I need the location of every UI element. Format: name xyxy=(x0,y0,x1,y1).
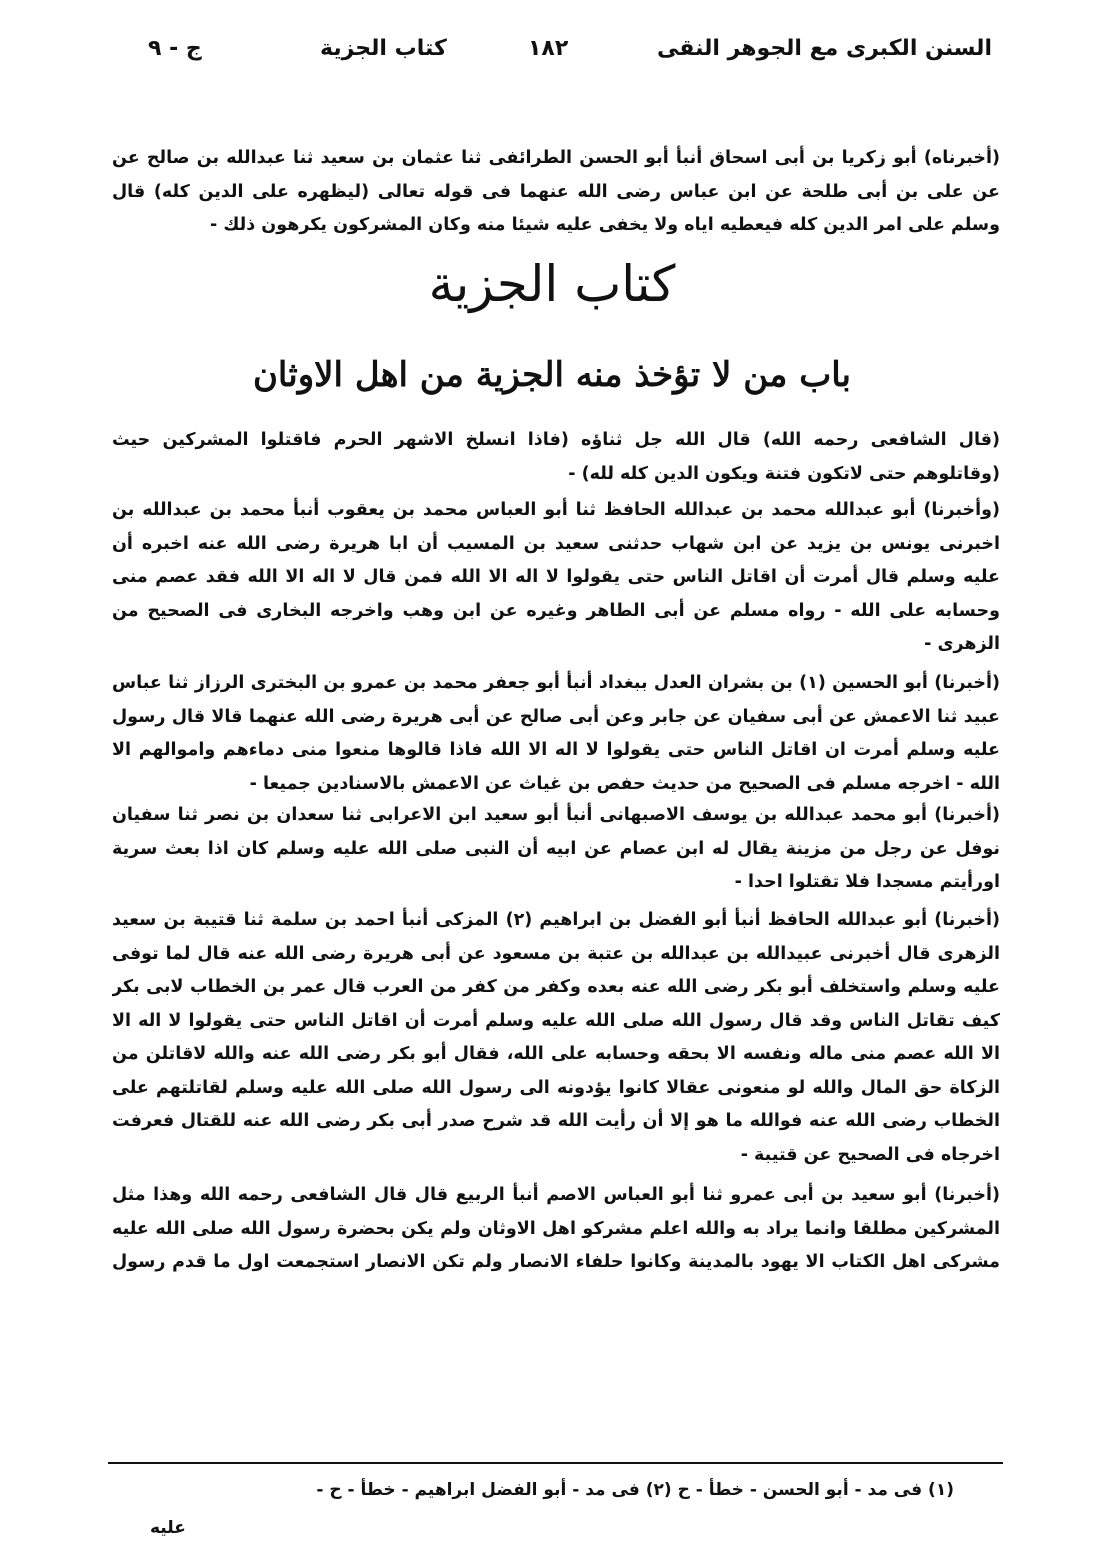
paragraph-1-line: (أخبرناه) أبو زكريا بن أبى اسحاق أنبأ أبو الحسن الطرائفى ثنا عثمان بن سعيد ثنا عبدالله بن صالح عن xyxy=(112,148,1000,168)
paragraph-3-line: اخبرنى يونس بن يزيد عن ابن شهاب حدثنى سعيد بن المسيب أن ابا هريرة رضى الله عنه اخبره أن xyxy=(112,533,1000,554)
paragraph-4-line: الله - اخرجه مسلم فى الصحيح من حديث حفص بن غياث عن الاعمش بالاسنادين جميعا - xyxy=(249,773,1000,794)
catchword: عليه xyxy=(150,1518,186,1538)
paragraph-6-line: كيف تقاتل الناس وقد قال رسول الله صلى الله عليه وسلم أمرت أن اقاتل الناس حتى يقولوا لا اله الا xyxy=(112,1010,1000,1031)
paragraph-4-line: عليه وسلم أمرت ان اقاتل الناس حتى يقولوا لا اله الا الله فاذا قالوها منعوا منى دماءهم واموالهم الا xyxy=(112,740,1000,760)
paragraph-7-line: (أخبرنا) أبو سعيد بن أبى عمرو ثنا أبو العباس الاصم أنبأ الربيع قال قال الشافعى رحمه الله وهذا مثل xyxy=(112,1185,1000,1205)
paragraph-6-line: الخطاب رضى الله عنه فوالله ما هو إلا أن رأيت الله قد شرح صدر أبى بكر رضى الله عنه للقتال فعرفت xyxy=(112,1111,1000,1131)
paragraph-2-line: (قال الشافعى رحمه الله) قال الله جل ثناؤه (فاذا انسلخ الاشهر الحرم فاقتلوا المشركين حيث xyxy=(112,430,1000,450)
paragraph-6-line: اخرجاه فى الصحيح عن قتيبة - xyxy=(740,1144,1000,1165)
paragraph-4-line: عبيد ثنا الاعمش عن أبى سفيان عن جابر وعن أبى صالح عن أبى هريرة رضى الله عنهما قالا قال رسول xyxy=(112,706,1000,727)
paragraph-5-line: نوفل عن رجل من مزينة يقال له ابن عصام عن ابيه أن النبى صلى الله عليه وسلم كان اذا بعث سرية xyxy=(112,838,1000,859)
book-title: كتاب الجزية xyxy=(428,255,676,313)
paragraph-3-line: (وأخبرنا) أبو عبدالله محمد بن عبدالله الحافظ ثنا أبو العباس محمد بن يعقوب أنبأ محمد بن عبدالله بن xyxy=(112,500,1000,520)
paragraph-5-line: اورأيتم مسجدا فلا تقتلوا احدا - xyxy=(734,872,1000,892)
paragraph-4-line: (أخبرنا) أبو الحسين (١) بن بشران العدل ببغداد أنبأ أبو جعفر محمد بن عمرو بن البخترى الرزاز ثنا عباس xyxy=(112,673,1000,693)
chapter-title: باب من لا تؤخذ منه الجزية من اهل الاوثان xyxy=(252,355,852,395)
paragraph-3-line: عليه وسلم قال أمرت أن اقاتل الناس حتى يقولوا لا اله الا الله فمن قال لا اله الا الله فقد عصم منى xyxy=(112,567,1000,587)
paragraph-3-line: وحسابه على الله - رواه مسلم عن أبى الطاهر وغيره عن ابن وهب واخرجه البخارى فى الصحيح من xyxy=(112,600,1000,621)
paragraph-6-line: عليه وسلم واستخلف أبو بكر رضى الله عنه بعده وكفر من كفر من العرب قال عمر بن الخطاب لابى بكر xyxy=(112,977,1000,997)
paragraph-6-line: الزهرى قال أخبرنى عبيدالله بن عبدالله بن عتبة بن مسعود عن أبى هريرة رضى الله عنه قال لما توفى xyxy=(112,943,1000,964)
paragraph-5-line: (أخبرنا) أبو محمد عبدالله بن يوسف الاصبهانى أنبأ أبو سعيد ابن الاعرابى ثنا سعدان بن نصر ثنا سفيان xyxy=(112,805,1000,825)
volume-number: ج - ٩ xyxy=(148,36,202,61)
paragraph-7-line: مشركى اهل الكتاب الا يهود بالمدينة وكانوا حلفاء الانصار ولم تكن الانصار استجمعت اول ما قدم رسول xyxy=(112,1252,1000,1272)
paragraph-1-line: عن على بن أبى طلحة عن ابن عباس رضى الله عنهما فى قوله تعالى (ليظهره على الدين كله) قال xyxy=(112,181,1000,202)
paragraph-6-line: (أخبرنا) أبو عبدالله الحافظ أنبأ أبو الفضل بن ابراهيم (٢) المزكى أنبأ احمد بن سلمة ثنا قتيبة بن سعيد xyxy=(112,910,1000,930)
paragraph-6-line: الزكاة حق المال والله لو منعونى عقالا كانوا يؤدونه الى رسول الله صلى الله عليه وسلم لقاتلتهم على xyxy=(112,1077,1000,1098)
paragraph-7-line: المشركين مطلقا وانما يراد به والله اعلم مشركو اهل الاوثان ولم يكن بحضرة رسول الله صلى الله عليه xyxy=(112,1218,1000,1239)
page-number: ١٨٢ xyxy=(528,36,569,61)
footnote: (١) فى مد - أبو الحسن - خطأ - ح (٢) فى مد - أبو الفضل ابراهيم - خطأ - ح - xyxy=(316,1480,954,1500)
running-header-book-name: السنن الكبرى مع الجوهر النقى xyxy=(657,36,992,61)
footnote-divider xyxy=(108,1462,1003,1464)
paragraph-1-line: وسلم على امر الدين كله فيعطيه اياه ولا يخفى عليه شيئا منه وكان المشركون يكرهون ذلك - xyxy=(210,215,1000,235)
paragraph-6-line: الا الله عصم منى ماله ونفسه الا بحقه وحسابه على الله، فقال أبو بكر رضى الله عنه والله لاقاتلن من xyxy=(112,1044,1000,1064)
running-header-section: كتاب الجزية xyxy=(320,36,447,61)
paragraph-2-line: (وقاتلوهم حتى لاتكون فتنة ويكون الدين كله لله) - xyxy=(568,463,1000,484)
paragraph-3-line: الزهرى - xyxy=(924,634,1000,654)
